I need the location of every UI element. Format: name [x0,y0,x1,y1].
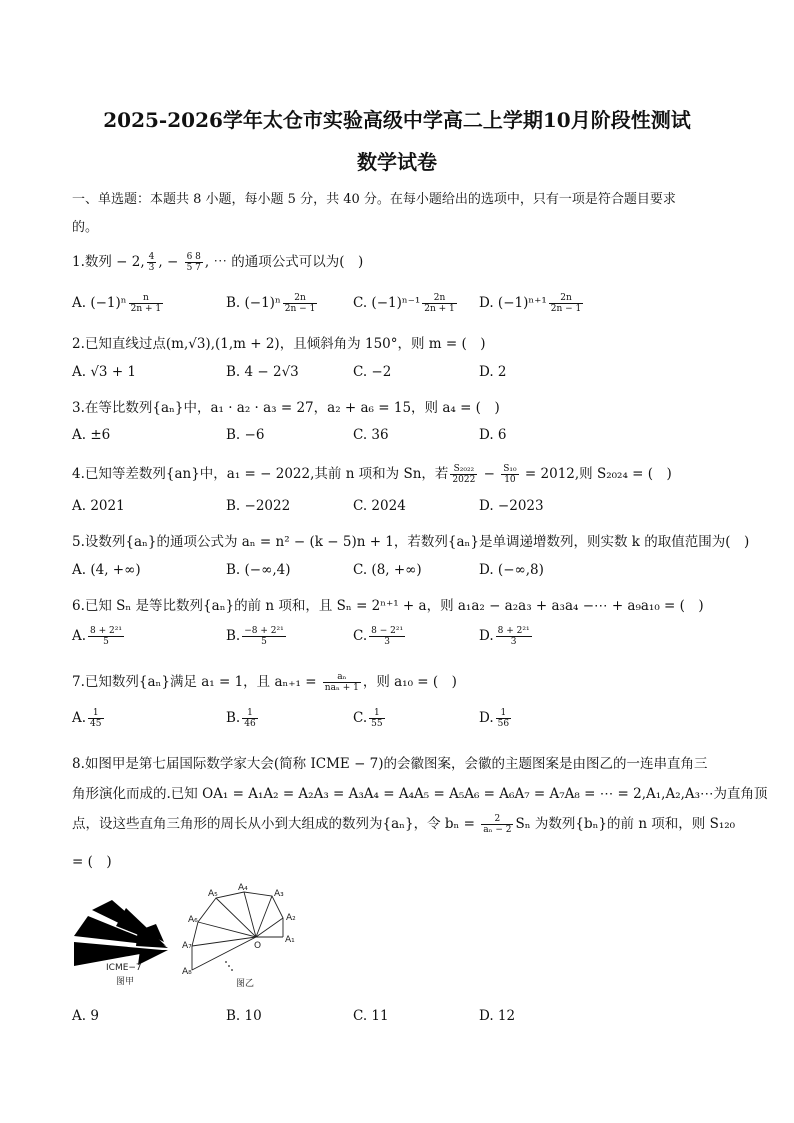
q1-frac-1 [147,252,157,273]
q4-stem-c: = 2012,则 S₂₀₂₄ = ( ) [520,466,672,482]
q4-option-c[interactable]: C. 2024 [353,498,406,514]
q1-option-b[interactable] [226,293,319,314]
q1-stem-a: 1.数列 − 2, [72,254,145,270]
frac-den: 55 [371,719,383,729]
q1-option-d-frac [549,293,584,314]
q7-option-b[interactable] [226,708,260,729]
q8-line-3-a: 点，设这些直角三角形的周长从小到大组成的数列为{aₙ}，令 bₙ = [72,816,480,832]
q1-option-a-label: A. (−1)ⁿ [72,295,127,311]
frac-den: aₙ − 2 [483,825,512,835]
q5-option-c[interactable]: C. (8, +∞) [353,562,422,578]
q8-option-a[interactable]: A. 9 [72,1008,99,1024]
q1-frac-2 [185,252,203,273]
question-7-stem [72,670,457,693]
frac-den: 3 [384,637,390,647]
q3-option-d[interactable]: D. 6 [479,427,507,443]
question-1-stem [72,250,363,273]
frac-num: aₙ [323,672,361,683]
question-5-stem: 5.设数列{aₙ}的通项公式为 aₙ = n² − (k − 5)n + 1，若数列{aₙ}是单调递增数列，则实数 k 的取值范围为( ) [72,534,750,550]
q8-frac [481,814,513,835]
spiral-spoke [244,892,256,937]
q8-option-c[interactable]: C. 11 [353,1008,389,1024]
frac-den: naₙ + 1 [324,683,359,693]
q6-option-c[interactable] [353,626,407,647]
frac-num: n [129,293,164,304]
q4-option-b[interactable]: B. −2022 [226,498,291,514]
point-label-a1: A₁ [285,935,295,945]
q2-option-c[interactable]: C. −2 [353,364,392,380]
frac-num: −8 + 2²¹ [244,626,284,636]
spiral-dot [225,961,227,963]
q1-option-b-frac [283,293,318,314]
q1-option-b-label: B. (−1)ⁿ [226,295,281,311]
q6-option-b-label: B. [226,628,241,644]
q6-option-a-label: A. [72,628,87,644]
icme7-emblem-figure [68,890,178,990]
q3-option-a[interactable]: A. ±6 [72,427,111,443]
q6-option-a[interactable] [72,626,126,647]
q7-option-d[interactable] [479,708,513,729]
question-8-line-4: = ( ) [72,854,112,870]
frac-den: 46 [244,719,256,729]
figure-b-caption: 图乙 [236,979,255,989]
section-heading-cont: 的。 [72,220,99,235]
point-label-a3: A₃ [274,889,284,899]
frac-num: 1 [369,708,384,719]
frac-den: 45 [90,719,102,729]
frac-den: 2022 [452,475,476,485]
q5-option-b[interactable]: B. (−∞,4) [226,562,291,578]
point-label-a5: A₅ [208,889,218,899]
q7-option-c-frac [369,708,384,729]
q3-option-b[interactable]: B. −6 [226,427,265,443]
frac-num: 2 [481,814,513,825]
q1-stem-b: , − [158,254,183,270]
q4-stem-b: − [479,466,500,482]
point-label-a4: A₄ [238,883,248,893]
frac-den: 5 [261,637,267,647]
q2-option-b[interactable]: B. 4 − 2√3 [226,364,299,380]
question-3-stem: 3.在等比数列{aₙ}中，a₁ · a₂ · a₃ = 27，a₂ + a₆ = 15，则 a₄ = ( ) [72,400,500,416]
frac-num: 8 − 2²¹ [371,626,404,636]
spiral-dot [228,965,230,967]
question-8-line-3 [72,812,735,835]
question-8-line-1: 8.如图甲是第七届国际数学家大会(简称 ICME − 7)的会徽图案，会徽的主题图案是由图乙的一连串直角三 [72,756,708,772]
q1-stem-c: , ⋯ 的通项公式可以为( ) [204,254,364,270]
q3-option-c[interactable]: C. 36 [353,427,389,443]
q1-frac-2-den: 5 7 [186,263,201,273]
q1-option-c-label: C. (−1)ⁿ⁻¹ [353,295,421,311]
frac-den: 2n − 1 [550,304,582,314]
frac-den: 2n + 1 [424,304,455,314]
q7-stem-a: 7.已知数列{aₙ}满足 a₁ = 1，且 aₙ₊₁ = [72,674,321,690]
frac-den: 2n − 1 [284,304,316,314]
q1-frac-1-den: 3 [148,263,155,273]
frac-den: 56 [497,719,510,729]
q1-frac-2-num: 6 8 [186,252,201,262]
q6-option-a-frac [88,626,124,647]
page-subtitle: 数学试卷 [357,150,437,174]
q1-option-d-label: D. (−1)ⁿ⁺¹ [479,295,547,311]
q4-frac-1 [450,464,477,485]
q1-option-d[interactable] [479,293,585,314]
question-8-line-2: 角形演化而成的.已知 OA₁ = A₁A₂ = A₂A₃ = A₃A₄ = A₄A₅ = A₅A₆ = A₆A₇ = A₇A₈ = ⋯ = 2,A₁,A₂,A₃⋯为直角顶 [72,786,768,802]
spiral-spoke [216,898,256,937]
question-2-stem: 2.已知直线过点(m,√3),(1,m + 2)，且倾斜角为 150°，则 m = ( ) [72,336,486,352]
q7-option-a-label: A. [72,710,87,726]
triangle-spiral-figure [180,882,305,990]
q1-option-c-frac [422,293,457,314]
q1-option-a[interactable] [72,293,165,314]
q1-frac-1-num: 4 [148,252,155,262]
q7-option-a-frac [88,708,103,729]
frac-den: 10 [504,475,516,485]
q7-option-d-frac [496,708,511,729]
point-label-a2: A₂ [286,913,296,923]
q4-frac-2 [501,464,518,485]
q6-option-c-frac [369,626,405,647]
q4-option-d[interactable]: D. −2023 [479,498,544,514]
q1-option-c[interactable] [353,293,459,314]
question-4-stem [72,462,672,485]
q7-option-b-frac [242,708,257,729]
frac-num: 8 + 2²¹ [90,626,122,636]
q6-option-d-label: D. [479,628,494,644]
q8-option-d[interactable]: D. 12 [479,1008,516,1024]
frac-num: 2n [549,293,584,304]
frac-num: 1 [242,708,257,719]
figure-a-caption: 图甲 [116,977,135,987]
point-label-a8: A₈ [182,967,192,977]
q5-option-a[interactable]: A. (4, +∞) [72,562,141,578]
q2-option-d[interactable]: D. 2 [479,364,507,380]
q6-option-c-label: C. [353,628,368,644]
frac-num: 2n [422,293,457,304]
q7-option-c-label: C. [353,710,368,726]
q7-option-a[interactable] [72,708,106,729]
point-label-a6: A₆ [188,915,198,925]
page-title: 2025-2026学年太仓市实验高级中学高二上学期10月阶段性测试 [103,108,691,132]
q8-line-3-b: Sₙ 为数列{bₙ}的前 n 项和，则 S₁₂₀ [515,816,736,832]
q7-option-d-label: D. [479,710,494,726]
frac-num: 1 [496,708,511,719]
q6-option-d[interactable] [479,626,534,647]
frac-den: 5 [103,637,109,647]
q6-option-b-frac [242,626,285,647]
frac-num: 2n [283,293,318,304]
emblem-label: ICME−7 [106,963,142,973]
q2-option-a[interactable]: A. √3 + 1 [72,364,137,380]
q7-option-c[interactable] [353,708,387,729]
q7-stem-b: ，则 a₁₀ = ( ) [362,674,457,690]
q5-option-d[interactable]: D. (−∞,8) [479,562,544,578]
point-label-o: O [254,941,262,951]
frac-den: 2n + 1 [130,304,162,314]
q4-option-a[interactable]: A. 2021 [72,498,125,514]
q8-option-b[interactable]: B. 10 [226,1008,262,1024]
q4-stem-a: 4.已知等差数列{an}中，a₁ = − 2022,其前 n 项和为 Sn，若 [72,466,449,482]
frac-num: S₁₀ [503,464,517,474]
q7-option-b-label: B. [226,710,241,726]
frac-num: 8 + 2²¹ [497,626,530,636]
spiral-ellipsis [225,961,233,971]
frac-den: 3 [510,637,517,647]
section-heading: 一、单选题：本题共 8 小题，每小题 5 分，共 40 分。在每小题给出的选项中，只有一项是符合题目要求 [72,192,676,207]
question-6-stem: 6.已知 Sₙ 是等比数列{aₙ}的前 n 项和，且 Sₙ = 2ⁿ⁺¹ + a，则 a₁a₂ − a₂a₃ + a₃a₄ −⋯ + a₉a₁₀ = ( ) [72,598,704,614]
frac-num: 1 [88,708,103,719]
spiral-dot [231,969,233,971]
spiral-spoke [198,922,256,937]
emblem-triangles [74,900,168,966]
q6-option-b[interactable] [226,626,288,647]
q6-option-d-frac [496,626,532,647]
q1-option-a-frac [129,293,164,314]
q7-frac [323,672,361,693]
frac-num: S₂₀₂₂ [450,464,477,475]
point-label-a7: A₇ [182,941,192,951]
